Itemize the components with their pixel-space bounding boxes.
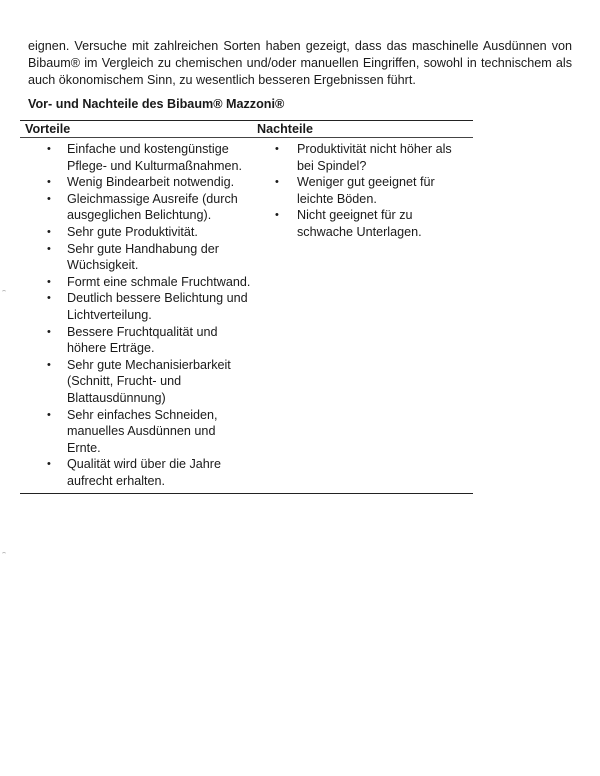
bullet-icon: • bbox=[47, 292, 51, 305]
disadvantage-item bbox=[257, 141, 473, 174]
advantage-item-text: Gleichmassige Ausreife (durch ausgeglichen Belichtung). bbox=[67, 191, 238, 223]
advantage-item bbox=[20, 274, 257, 291]
advantage-item bbox=[20, 324, 257, 357]
advantage-item-text: Qualität wird über die Jahre aufrecht erhalten. bbox=[67, 457, 222, 488]
disadvantages-column bbox=[257, 141, 473, 489]
scan-speck-mark bbox=[2, 552, 6, 555]
advantage-item-text: Sehr gute Mechanisierbarkeit (Schnitt, Frucht- und Blattausdünnung) bbox=[67, 357, 231, 405]
bullet-icon: • bbox=[47, 358, 51, 371]
advantage-item bbox=[20, 191, 257, 224]
advantages-column bbox=[20, 141, 257, 489]
advantage-item bbox=[20, 141, 257, 174]
disadvantage-item bbox=[257, 207, 473, 240]
scan-speck-mark bbox=[2, 290, 6, 293]
bullet-icon: • bbox=[47, 225, 51, 238]
bullet-icon: • bbox=[47, 192, 51, 205]
advantage-item-text: Einfache und kostengünstige Pflege- und Kulturmaßnahmen. bbox=[67, 142, 243, 173]
advantage-item bbox=[20, 241, 257, 274]
advantage-item-text: Wenig Bindearbeit notwendig. bbox=[67, 175, 235, 190]
advantage-item-text: Sehr gute Handhabung der Wüchsigkeit. bbox=[67, 241, 219, 273]
bullet-icon: • bbox=[47, 458, 51, 471]
intro-paragraph: eignen. Versuche mit zahlreichen Sorten haben gezeigt, dass das maschinelle Ausdünnen von Bibaum® im Vergleich zu chemischen und/oder manuellen Eingriffen, sowohl in technischem als auch ökonomischem Sinn, zu wesentlich besseren Ergebnissen führt. bbox=[28, 39, 572, 87]
advantage-item-text: Formt eine schmale Fruchtwand. bbox=[67, 274, 251, 289]
pros-cons-table bbox=[20, 120, 473, 494]
advantages-list bbox=[20, 141, 257, 489]
advantages-header: Vorteile bbox=[25, 122, 71, 136]
section-title: Vor- und Nachteile des Bibaum® Mazzoni® bbox=[28, 97, 285, 111]
disadvantage-item bbox=[257, 174, 473, 207]
disadvantages-list bbox=[257, 141, 473, 241]
bullet-icon: • bbox=[47, 143, 51, 155]
table-body bbox=[20, 138, 473, 493]
advantage-item bbox=[20, 224, 257, 241]
advantage-item-text: Sehr einfaches Schneiden, manuelles Ausdünnen und Ernte. bbox=[67, 407, 218, 455]
advantage-item bbox=[20, 357, 257, 407]
disadvantage-item-text: Produktivität nicht höher als bei Spindel? bbox=[297, 142, 452, 173]
advantage-item bbox=[20, 456, 257, 489]
disadvantages-header: Nachteile bbox=[257, 122, 313, 136]
bullet-icon: • bbox=[275, 209, 279, 222]
advantage-item bbox=[20, 290, 257, 323]
advantage-item bbox=[20, 174, 257, 191]
bullet-icon: • bbox=[47, 176, 51, 189]
disadvantage-item-text: Nicht geeignet für zu schwache Unterlagen. bbox=[297, 208, 422, 239]
advantage-item-text: Sehr gute Produktivität. bbox=[67, 224, 198, 239]
advantage-item-text: Bessere Fruchtqualität und höhere Erträge. bbox=[67, 324, 218, 356]
advantage-item-text: Deutlich bessere Belichtung und Lichtverteilung. bbox=[67, 291, 248, 322]
disadvantage-item-text: Weniger gut geeignet für leichte Böden. bbox=[297, 175, 435, 206]
bullet-icon: • bbox=[275, 176, 279, 189]
advantage-item bbox=[20, 407, 257, 457]
bullet-icon: • bbox=[275, 143, 279, 155]
bullet-icon: • bbox=[47, 275, 51, 288]
bullet-icon: • bbox=[47, 242, 51, 255]
bullet-icon: • bbox=[47, 325, 51, 338]
table-header-row bbox=[20, 121, 473, 138]
bullet-icon: • bbox=[47, 408, 51, 421]
